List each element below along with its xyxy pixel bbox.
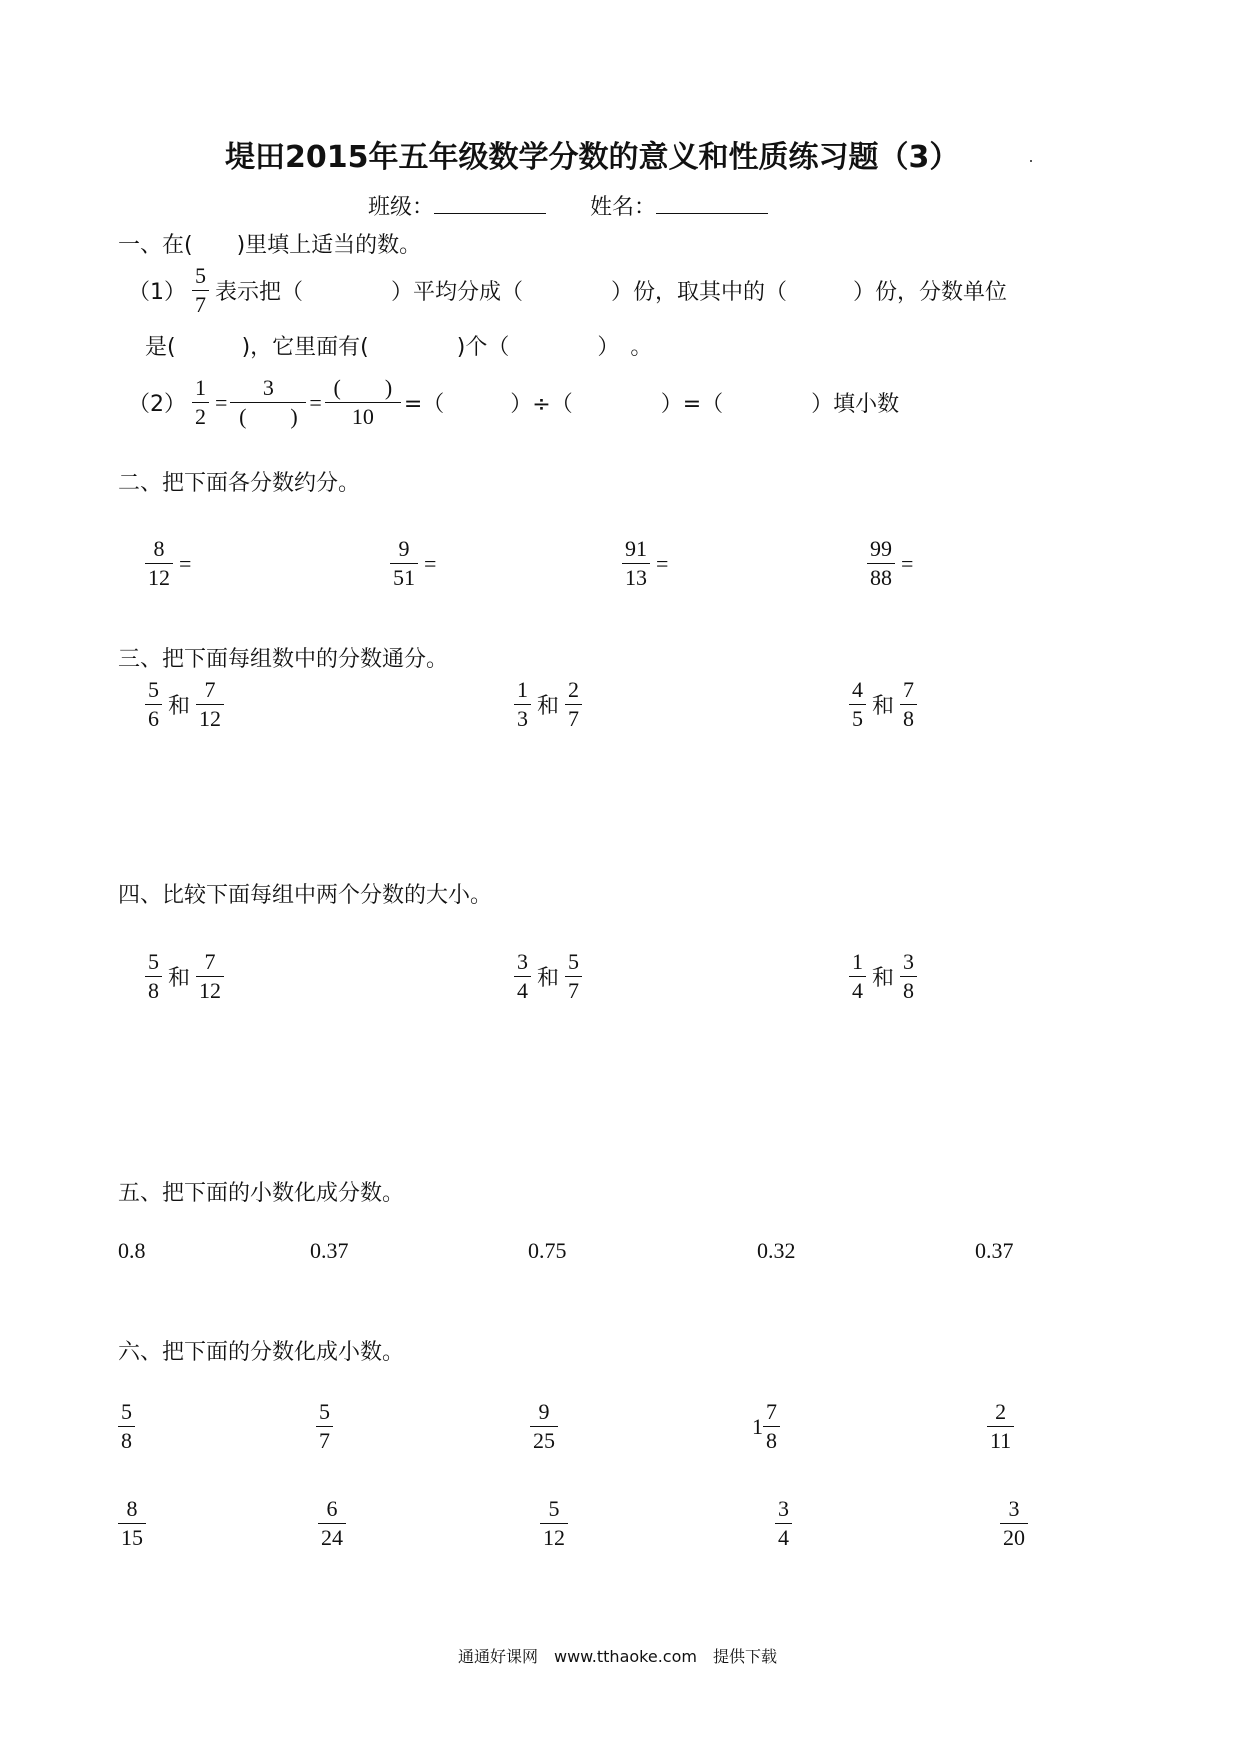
equals: = <box>656 550 669 576</box>
fraction <box>390 535 418 592</box>
numerator: 5 <box>548 1496 560 1521</box>
denominator: ( ) <box>230 402 306 431</box>
denominator: 8 <box>118 1426 135 1455</box>
page-title: 堤田2015年五年级数学分数的意义和性质练习题（3） <box>225 140 960 175</box>
equals: = <box>179 550 192 576</box>
denominator: 8 <box>145 976 162 1005</box>
s6-item <box>118 1398 135 1455</box>
section-5-heading: 五、把下面的小数化成分数。 <box>118 1181 405 1206</box>
q1-text: 表示把（ ）平均分成（ ）份，取其中的（ ）份，分数单位 <box>215 280 1008 305</box>
and-word: 和 <box>872 966 895 991</box>
decimal-item: 0.37 <box>310 1238 349 1263</box>
s3-item <box>145 676 224 733</box>
numerator: 7 <box>903 677 915 702</box>
class-blank <box>434 191 546 214</box>
section-2-heading: 二、把下面各分数约分。 <box>118 471 361 496</box>
fraction <box>145 948 162 1005</box>
fraction <box>514 948 531 1005</box>
numerator: 8 <box>153 536 165 561</box>
class-field <box>368 190 546 221</box>
numerator: 2 <box>568 677 580 702</box>
denominator: 3 <box>514 704 531 733</box>
q1-label: （1） <box>128 280 186 305</box>
denominator: 15 <box>118 1523 146 1552</box>
numerator: 7 <box>204 677 216 702</box>
numerator: 1 <box>517 677 528 702</box>
and-word: 和 <box>537 694 560 719</box>
q1-fraction <box>192 262 209 319</box>
decimal-item: 0.32 <box>757 1238 796 1263</box>
stray-mark <box>1030 160 1032 162</box>
denominator: 7 <box>316 1426 333 1455</box>
fraction <box>196 676 224 733</box>
numerator: 5 <box>121 1399 132 1424</box>
numerator: 3 <box>778 1496 789 1521</box>
numerator: 5 <box>148 677 159 702</box>
q1-line-2: 是( )，它里面有( )个（ ） 。 <box>145 335 653 360</box>
s2-item <box>867 535 913 592</box>
fraction <box>565 676 582 733</box>
s6-item <box>316 1398 333 1455</box>
s6-item <box>1000 1495 1028 1552</box>
numerator: 9 <box>538 1399 550 1424</box>
denominator: 4 <box>775 1523 792 1552</box>
s6-item <box>118 1495 146 1552</box>
numerator: 91 <box>625 536 647 561</box>
q2-fraction-2 <box>233 374 303 431</box>
equals: = <box>424 550 437 576</box>
s6-item <box>540 1495 568 1552</box>
denominator: 5 <box>849 704 866 733</box>
fraction <box>530 1398 558 1455</box>
denominator: 20 <box>1000 1523 1028 1552</box>
denominator: 11 <box>987 1426 1014 1455</box>
fraction <box>118 1495 146 1552</box>
s4-item <box>849 948 917 1005</box>
name-label: 姓名： <box>590 195 657 220</box>
numerator: ( ) <box>333 375 393 400</box>
numerator: 1 <box>852 949 863 974</box>
name-field <box>590 190 768 221</box>
s6-item <box>987 1398 1014 1455</box>
q2-fraction-1 <box>192 374 209 431</box>
fraction <box>900 948 917 1005</box>
numerator: 7 <box>766 1399 777 1424</box>
decimal-item: 0.75 <box>528 1238 567 1263</box>
fraction <box>775 1495 792 1552</box>
s2-item <box>390 535 436 592</box>
denominator: 25 <box>530 1426 558 1455</box>
denominator: 6 <box>145 704 162 733</box>
numerator: 3 <box>903 949 915 974</box>
fraction <box>987 1398 1014 1455</box>
s4-item <box>145 948 224 1005</box>
s2-item <box>145 535 191 592</box>
q2-label: （2） <box>128 392 186 417</box>
numerator: 5 <box>195 263 206 288</box>
s6-item <box>318 1495 346 1552</box>
numerator: 2 <box>995 1399 1007 1424</box>
and-word: 和 <box>168 966 191 991</box>
denominator: 51 <box>390 563 418 592</box>
footer-credit: 通通好课网 www.tthaoke.com 提供下载 <box>458 1647 777 1666</box>
denominator: 12 <box>196 704 224 733</box>
whole-part: 1 <box>752 1413 763 1439</box>
fraction <box>145 535 173 592</box>
q2-tail: =（ ）÷（ ）=（ ）填小数 <box>403 392 900 417</box>
s3-item <box>849 676 917 733</box>
numerator: 6 <box>326 1496 338 1521</box>
denominator: 7 <box>565 976 582 1005</box>
name-blank <box>656 191 768 214</box>
fraction <box>316 1398 333 1455</box>
s6-item <box>775 1495 792 1552</box>
numerator: 1 <box>195 375 206 400</box>
s6-mixed-number <box>752 1398 780 1455</box>
s1-question-2 <box>128 374 899 431</box>
section-6-heading: 六、把下面的分数化成小数。 <box>118 1340 405 1365</box>
equals: = <box>309 389 322 415</box>
numerator: 5 <box>319 1399 330 1424</box>
and-word: 和 <box>168 694 191 719</box>
denominator: 7 <box>565 704 582 733</box>
s2-item <box>622 535 668 592</box>
fraction <box>565 948 582 1005</box>
denominator: 7 <box>192 290 209 319</box>
denominator: 10 <box>325 402 401 431</box>
denominator: 12 <box>540 1523 568 1552</box>
denominator: 13 <box>622 563 650 592</box>
fraction <box>514 676 531 733</box>
and-word: 和 <box>537 966 560 991</box>
numerator: 3 <box>1008 1496 1020 1521</box>
denominator: 12 <box>196 976 224 1005</box>
numerator: 5 <box>148 949 159 974</box>
s4-item <box>514 948 582 1005</box>
denominator: 2 <box>192 402 209 431</box>
decimal-item: 0.8 <box>118 1238 146 1263</box>
denominator: 4 <box>514 976 531 1005</box>
denominator: 24 <box>318 1523 346 1552</box>
fraction <box>763 1398 780 1455</box>
numerator: 3 <box>262 375 274 400</box>
s1-question-1 <box>128 262 1007 319</box>
denominator: 8 <box>900 976 917 1005</box>
numerator: 7 <box>204 949 216 974</box>
section-4-heading: 四、比较下面每组中两个分数的大小。 <box>118 883 493 908</box>
denominator: 8 <box>900 704 917 733</box>
fraction <box>849 948 866 1005</box>
numerator: 3 <box>517 949 528 974</box>
fraction <box>849 676 866 733</box>
denominator: 88 <box>867 563 895 592</box>
denominator: 4 <box>849 976 866 1005</box>
fraction <box>145 676 162 733</box>
fraction <box>867 535 895 592</box>
s6-item <box>530 1398 558 1455</box>
denominator: 12 <box>145 563 173 592</box>
section-3-heading: 三、把下面每组数中的分数通分。 <box>118 647 449 672</box>
numerator: 8 <box>126 1496 138 1521</box>
class-label: 班级： <box>368 195 435 220</box>
denominator: 8 <box>763 1426 780 1455</box>
fraction <box>318 1495 346 1552</box>
equals: = <box>901 550 914 576</box>
s3-item <box>514 676 582 733</box>
fraction <box>118 1398 135 1455</box>
numerator: 99 <box>870 536 892 561</box>
fraction <box>622 535 650 592</box>
numerator: 5 <box>568 949 580 974</box>
and-word: 和 <box>872 694 895 719</box>
section-1-heading: 一、在( )里填上适当的数。 <box>118 233 422 258</box>
fraction <box>900 676 917 733</box>
q2-fraction-3 <box>328 374 398 431</box>
fraction <box>1000 1495 1028 1552</box>
decimal-item: 0.37 <box>975 1238 1014 1263</box>
fraction <box>540 1495 568 1552</box>
equals: = <box>215 389 228 415</box>
fraction <box>196 948 224 1005</box>
numerator: 9 <box>398 536 410 561</box>
numerator: 4 <box>852 677 863 702</box>
